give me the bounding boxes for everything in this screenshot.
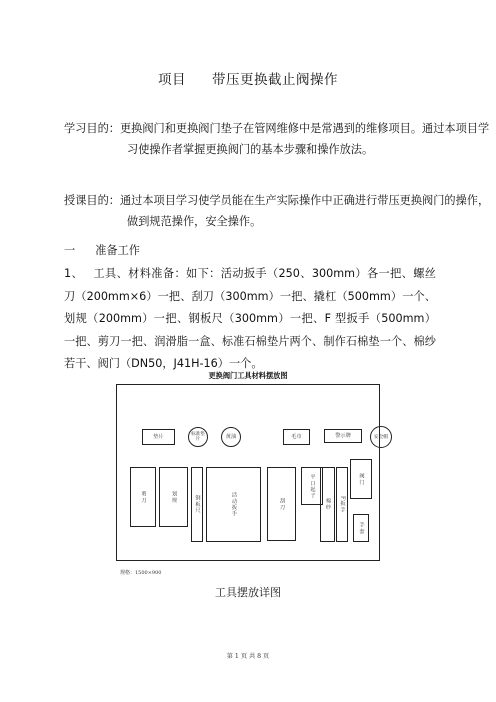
scraper-box: 刮刀 bbox=[267, 467, 296, 541]
section-number: 一 bbox=[64, 244, 76, 257]
helmet-circle: 安全帽 bbox=[370, 426, 392, 448]
project-label: 项目 bbox=[158, 72, 186, 88]
study-objective-label: 学习目的： bbox=[64, 122, 120, 135]
f-wrench-box: F扳手 bbox=[336, 467, 348, 542]
warning-sign-box: 警示牌 bbox=[324, 429, 362, 443]
figure-caption: 工具摆放详图 bbox=[215, 586, 281, 599]
figure-title: 更换阀门工具材料摆放图 bbox=[208, 371, 288, 380]
section-heading bbox=[64, 240, 436, 261]
teaching-objective bbox=[64, 190, 496, 232]
study-objective bbox=[64, 118, 496, 160]
gloves-box: 手套 bbox=[353, 514, 369, 542]
cotton-box: 棉纱 bbox=[320, 467, 335, 542]
wrench-box: 活动扳手 bbox=[206, 467, 261, 542]
item-text: 工具、材料准备：如下：活动扳手（250、300mm）各一把、螺丝刀（200mm×6）一把、刮刀（300mm）一把、撬杠（500mm）一个、划规（200mm）一把、钢板尺（300mm）一把、F 型扳手（500mm）一把、剪刀一把、润滑脂一盒、标准石棉垫片两个、制作石棉垫一个、棉纱若干、阀门（DN50，J41H-16）一个。 bbox=[64, 267, 436, 371]
gasket-box: 垫片 bbox=[142, 429, 175, 445]
study-objective-text: 更换阀门和更换阀门垫子在管网维修中是常遇到的维修项目。通过本项目学习使操作者掌握更换阀门的基本步骤和操作放法。 bbox=[119, 122, 490, 156]
page-footer: 第 1 页 共 8 页 bbox=[226, 653, 270, 660]
item-number: 1、 bbox=[64, 267, 84, 280]
tool-layout-diagram bbox=[116, 384, 389, 561]
figure-scale: 规格：1500×900 bbox=[120, 570, 162, 576]
screwdriver-box: 平口起子 bbox=[301, 467, 323, 505]
butter-circle: 黄油 bbox=[221, 427, 241, 447]
compass-box: 划规 bbox=[159, 467, 188, 527]
tool-material-list bbox=[64, 263, 436, 376]
project-name: 带压更换截止阀操作 bbox=[212, 72, 338, 88]
page-title bbox=[0, 68, 496, 88]
valve-box: 阀门 bbox=[350, 459, 372, 499]
standard-gasket-circle: 标准垫片 bbox=[188, 427, 208, 447]
scissors-box: 剪刀 bbox=[130, 467, 156, 527]
teaching-objective-text: 通过本项目学习使学员能在生产实际操作中正确进行带压更换阀门的操作，做到规范操作，安全操作。 bbox=[119, 194, 490, 228]
teaching-objective-label: 授课目的： bbox=[64, 194, 120, 207]
towel-box: 毛巾 bbox=[283, 429, 310, 445]
steel-ruler-box: 钢板尺 bbox=[191, 467, 203, 542]
section-title: 准备工作 bbox=[95, 244, 140, 257]
